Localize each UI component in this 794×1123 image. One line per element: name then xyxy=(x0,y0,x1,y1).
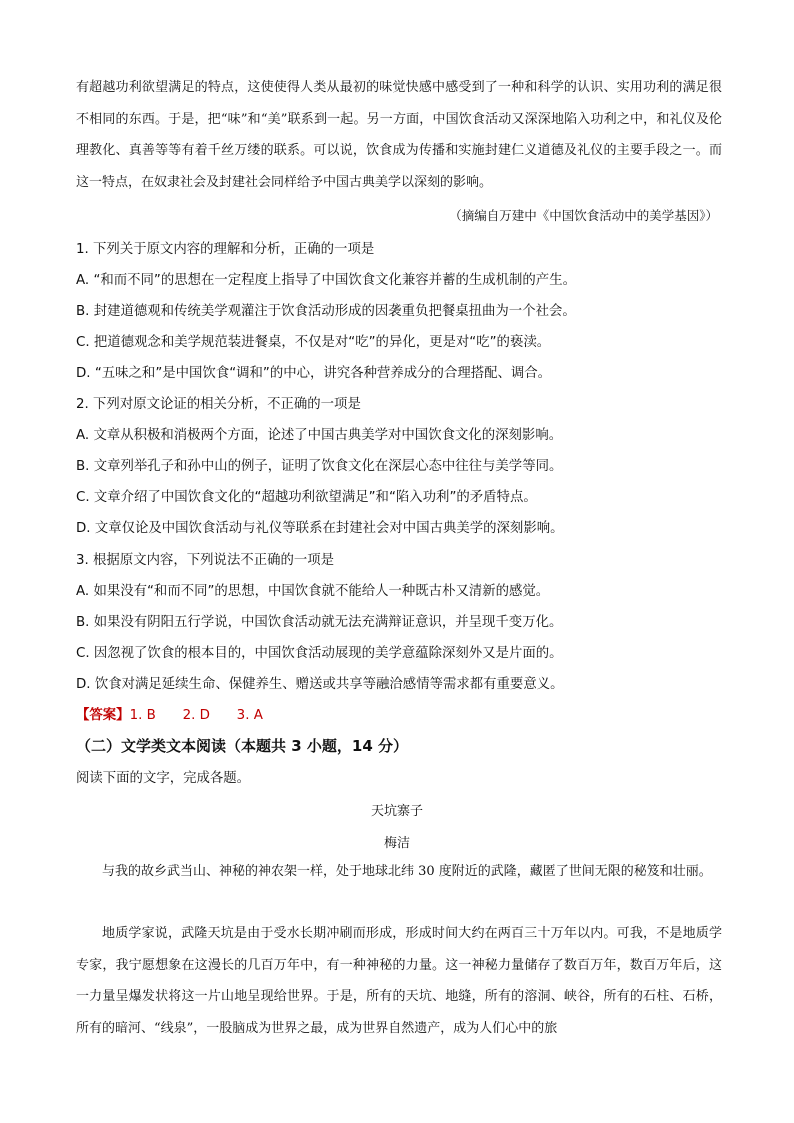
question-2-option-c: C. 文章介绍了中国饮食文化的“超越功利欲望满足”和“陷入功利”的矛盾特点。 xyxy=(76,490,537,505)
story-title: 天坑寨子 xyxy=(370,804,423,819)
passage-paragraph: 有超越功利欲望满足的特点，这使使得人类从最初的味觉快感中感受到了一种和科学的认识、实用功利的满足很不相同的东西。于是，把“味”和“美”联系到一起。另一方面，中国饮食活动又深深地陷入功利之中，和礼仪及伦理教化、真善等等有着千丝万缕的联系。可以说，饮食成为传播和实施封建仁义道德及礼仪的主要手段之一。而这一特点，在奴隶社会及封建社会同样给予中国古典美学以深刻的影响。 xyxy=(76,80,722,190)
question-1-option-a: A. “和而不同”的思想在一定程度上指导了中国饮食文化兼容并蓄的生成机制的产生。 xyxy=(76,273,576,288)
question-3-option-a: A. 如果没有“和而不同”的思想，中国饮食就不能给人一种既古朴又清新的感觉。 xyxy=(76,584,550,599)
question-1-option-b: B. 封建道德观和传统美学观灌注于饮食活动形成的因袭重负把餐桌扭曲为一个社会。 xyxy=(76,304,576,319)
question-1-option-d: D. “五味之和”是中国饮食“调和”的中心，讲究各种营养成分的合理搭配、调合。 xyxy=(76,366,552,381)
question-3-option-d: D. 饮食对满足延续生命、保健养生、赠送或共享等融洽感情等需求都有重要意义。 xyxy=(76,677,564,692)
answer-key xyxy=(76,704,263,723)
question-3-option-c: C. 因忽视了饮食的根本目的，中国饮食活动展现的美学意蕴除深刻外又是片面的。 xyxy=(76,646,563,661)
question-1-stem: 1. 下列关于原文内容的理解和分析，正确的一项是 xyxy=(76,242,375,257)
answer-label: 【答案】 xyxy=(76,708,130,723)
section-title: （二）文学类文本阅读（本题共 3 小题，14 分） xyxy=(76,737,408,755)
answer-values: 1. B 2. D 3. A xyxy=(129,708,263,723)
question-1-option-c: C. 把道德观念和美学规范装进餐桌，不仅是对“吃”的异化，更是对“吃”的亵渎。 xyxy=(76,335,551,350)
story-author: 梅洁 xyxy=(383,836,410,851)
question-2-option-b: B. 文章列举孔子和孙中山的例子，证明了饮食文化在深层心态中往往与美学等同。 xyxy=(76,459,563,474)
question-2-option-a: A. 文章从积极和消极两个方面，论述了中国古典美学对中国饮食文化的深刻影响。 xyxy=(76,428,563,443)
story-paragraph-1: 与我的故乡武当山、神秘的神农架一样，处于地球北纬 30 度附近的武隆，藏匿了世间无限的秘笈和壮丽。 xyxy=(102,864,712,879)
question-2-option-d: D. 文章仅论及中国饮食活动与礼仪等联系在封建社会对中国古典美学的深刻影响。 xyxy=(76,521,564,536)
question-3-stem: 3. 根据原文内容，下列说法不正确的一项是 xyxy=(76,553,335,568)
question-2-stem: 2. 下列对原文论证的相关分析，不正确的一项是 xyxy=(76,397,361,412)
story-paragraph-2: 地质学家说，武隆天坑是由于受水长期冲刷而形成，形成时间大约在两百三十万年以内。可我，不是地质学专家，我宁愿想象在这漫长的几百万年中，有一种神秘的力量。这一神秘力量储存了数百万年，数百万年后，这一力量呈爆发状将这一片山地呈现给世界。于是，所有的天坑、地缝，所有的溶洞、峡谷，所有的石柱、石桥，所有的暗河、“线泉”，一股脑成为世界之最，成为世界自然遗产，成为人们心中的旅 xyxy=(76,926,722,1036)
passage-source: （摘编自万建中《中国饮食活动中的美学基因》） xyxy=(449,208,718,223)
question-3-option-b: B. 如果没有阴阳五行学说，中国饮食活动就无法充满辩证意识，并呈现千变万化。 xyxy=(76,615,563,630)
section-instruction: 阅读下面的文字，完成各题。 xyxy=(76,771,251,786)
